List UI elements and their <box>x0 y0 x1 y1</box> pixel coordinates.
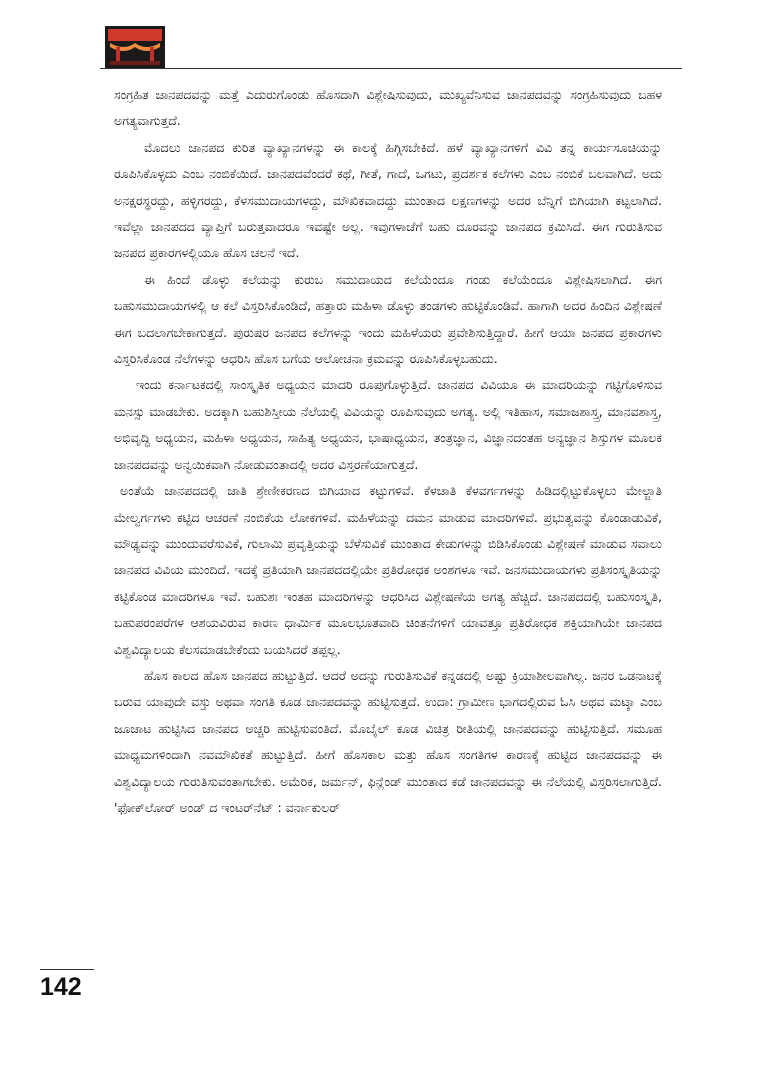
paragraph: ಸಂಗ್ರಹಿತ ಜಾನಪದವನ್ನು ಮತ್ತೆ ಎದುರುಗೊಂಡು ಹೊಸದಾಗಿ ವಿಶ್ಲೇಷಿಸುವುದು, ಮುಖ್ಯವೆನಿಸುವ ಜಾನಪದವನ್ನು ಸಂಗ್ರಹಿಸುವುದು ಬಹಳ ಅಗತ್ಯವಾಗುತ್ತದೆ. <box>114 87 662 129</box>
paragraph: ಹೊಸ ಕಾಲದ ಹೊಸ ಜಾನಪದ ಹುಟ್ಟುತ್ತಿದೆ. ಆದರೆ ಅದನ್ನು ಗುರುತಿಸುವಿಕೆ ಕನ್ನಡದಲ್ಲಿ ಅಷ್ಟು ಕ್ರಿಯಾಶೀಲವಾಗಿಲ್ಲ. ಜನರ ಒಡನಾಟಕ್ಕೆ ಬರುವ ಯಾವುದೇ ವಸ್ತು ಅಥವಾ ಸಂಗತಿ ಕೂಡ ಜಾನಪದವನ್ನು ಹುಟ್ಟಿಸುತ್ತದೆ. ಉದಾ: ಗ್ರಾಮೀಣ ಭಾಗದಲ್ಲಿರುವ ಓಸಿ ಅಥವ ಮಟ್ಕಾ ಎಂಬ ಜೂಜಾಟ ಹುಟ್ಟಿಸಿದ ಜಾನಪದ ಅಚ್ಚರಿ ಹುಟ್ಟಿಸುವಂತಿದೆ. ಮೊಬೈಲ್ ಕೂಡ ವಿಚಿತ್ರ ರೀತಿಯಲ್ಲಿ ಜಾನಪದವನ್ನು ಹುಟ್ಟಿಸುತ್ತಿದೆ. ಸಮೂಹ ಮಾಧ್ಯಮಗಳಿಂದಾಗಿ ನವಮೌಖಿಕತೆ ಹುಟ್ಟುತ್ತಿದೆ. ಹೀಗೆ ಹೊಸಕಾಲ ಮತ್ತು ಹೊಸ ಸಂಗತಿಗಳ ಕಾರಣಕ್ಕೆ ಹುಟ್ಟಿದ ಜಾನಪದವನ್ನು ಈ ವಿಶ್ವವಿದ್ಯಾಲಯ ಗುರುತಿಸುವಂತಾಗಬೇಕು. ಅಮೆರಿಕ, ಜರ್ಮನ್, ಫಿನ್ಲೆಂಡ್ ಮುಂತಾದ ಕಡೆ ಜಾನಪದವನ್ನು ಈ ನೆಲೆಯಲ್ಲಿ ವಿಸ್ತರಿಸಲಾಗುತ್ತಿದೆ. 'ಫೋಕ್‌ಲೋರ್ ಅಂಡ್ ದ ಇಂಟರ್‌ನೆಟ್ : ವರ್ನಾಕುಲರ್ <box>114 667 662 815</box>
header-rule <box>100 68 682 69</box>
paragraph: ಅಂತೆಯೆ ಜಾನಪದದಲ್ಲಿ ಜಾತಿ ಶ್ರೇಣೀಕರಣದ ಬಿಗಿಯಾದ ಕಟ್ಟುಗಳಿವೆ. ಕೆಳಜಾತಿ ಕೆಳವರ್ಗಗಳನ್ನು ಹಿಡಿದಲ್ಲಿಟ್ಟುಕೊಳ್ಳಲು ಮೇಲ್ಜಾತಿ ಮೇಲ್ವರ್ಗಗಳು ಕಟ್ಟಿದ ಆಚರಣೆ ನಂಬಿಕೆಯ ಲೋಕಗಳಿವೆ. ಮಹಿಳೆಯನ್ನು ದಮನ ಮಾಡುವ ಮಾದರಿಗಳಿವೆ. ಪ್ರಭುತ್ವವನ್ನು ಕೊಂಡಾಡುವಿಕೆ, ಮೌಢ್ಯವನ್ನು ಮುಂದುವರೆಸುವಿಕೆ, ಗುಲಾಮಿ ಪ್ರವೃತ್ತಿಯನ್ನು ಬೆಳೆಸುವಿಕೆ ಮುಂತಾದ ಕೇಡುಗಳನ್ನು ಬಿಡಿಸಿಕೊಂಡು ವಿಶ್ಲೇಷಣೆ ಮಾಡುವ ಸವಾಲು ಜಾನಪದ ವಿವಿಯ ಮುಂದಿದೆ. ಇದಕ್ಕೆ ಪ್ರತಿಯಾಗಿ ಜಾನಪದದಲ್ಲಿಯೇ ಪ್ರತಿರೋಧಕ ಅಂಶಗಳೂ ಇವೆ. ಜನಸಮುದಾಯಗಳು ಪ್ರತಿಸಂಸ್ಕೃತಿಯನ್ನು ಕಟ್ಟಿಕೊಂಡ ಮಾದರಿಗಳೂ ಇವೆ. ಬಹುಶಃ ಇಂತಹ ಮಾದರಿಗಳನ್ನು ಆಧರಿಸಿದ ವಿಶ್ಲೇಷಣೆಯ ಅಗತ್ಯ ಹೆಚ್ಚಿದೆ. ಜಾನಪದದಲ್ಲಿ ಬಹುಸಂಸ್ಕೃತಿ, ಬಹುಪರಂಪರೆಗಳ ಆಶಯವಿರುವ ಕಾರಣ ಧಾರ್ಮಿಕ ಮೂಲಭೂತವಾದಿ ಚಿಂತನೆಗಳಿಗೆ ಯಾವತ್ತೂ ಪ್ರತಿರೋಧಕ ಶಕ್ತಿಯಾಗಿಯೇ ಜಾನಪದ ವಿಶ್ವವಿದ್ಯಾಲಯ ಕೆಲಸಮಾಡಬೇಕೆಂದು ಬಯಸಿದರೆ ತಪ್ಪಲ್ಲ. <box>114 483 662 657</box>
article-body <box>114 82 662 821</box>
page-number: 142 <box>40 973 82 1001</box>
paragraph: ಇಂದು ಕರ್ನಾಟಕದಲ್ಲಿ ಸಾಂಸ್ಕೃತಿಕ ಅಧ್ಯಯನ ಮಾದರಿ ರೂಪುಗೊಳ್ಳುತ್ತಿದೆ. ಜಾನಪದ ವಿವಿಯೂ ಈ ಮಾದರಿಯನ್ನು ಗಟ್ಟಿಗೊಳಿಸುವ ಮನಸ್ಸು ಮಾಡಬೇಕು. ಅದಕ್ಕಾಗಿ ಬಹುಶಿಸ್ತೀಯ ನೆಲೆಯಲ್ಲಿ ವಿವಿಯನ್ನು ರೂಪಿಸುವುದು ಅಗತ್ಯ. ಅಲ್ಲಿ ಇತಿಹಾಸ, ಸಮಾಜಶಾಸ್ತ್ರ, ಮಾನವಶಾಸ್ತ್ರ, ಅಭಿವೃದ್ಧಿ ಅಧ್ಯಯನ, ಮಹಿಳಾ ಅಧ್ಯಯನ, ಸಾಹಿತ್ಯ ಅಧ್ಯಯನ, ಭಾಷಾಧ್ಯಯನ, ತಂತ್ರಜ್ಞಾನ, ವಿಜ್ಞಾನದಂತಹ ಅನ್ಯಜ್ಞಾನ ಶಿಸ್ತುಗಳ ಮೂಲಕ ಜಾನಪದವನ್ನು ಅನ್ವಯಿಕವಾಗಿ ನೋಡುವಂತಾದಲ್ಲಿ ಅದರ ವಿಸ್ತರಣೆಯಾಗುತ್ತದೆ. <box>114 377 662 472</box>
paragraph: ಈ ಹಿಂದೆ ಡೊಳ್ಳು ಕಲೆಯನ್ನು ಕುರುಬ ಸಮುದಾಯದ ಕಲೆಯೆಂದೂ ಗಂಡು ಕಲೆಯೆಂದೂ ವಿಶ್ಲೇಷಿಸಲಾಗಿದೆ. ಈಗ ಬಹುಸಮುದಾಯಗಳಲ್ಲಿ ಆ ಕಲೆ ವಿಸ್ತರಿಸಿಕೊಂಡಿದೆ, ಹತ್ತಾರು ಮಹಿಳಾ ಡೊಳ್ಳು ತಂಡಗಳು ಹುಟ್ಟಿಕೊಂಡಿವೆ. ಹಾಗಾಗಿ ಅದರ ಹಿಂದಿನ ವಿಶ್ಲೇಷಣೆ ಈಗ ಬದಲಾಗಬೇಕಾಗುತ್ತದೆ. ಪುರುಷರ ಜನಪದ ಕಲೆಗಳನ್ನು ಇಂದು ಮಹಿಳೆಯರು ಪ್ರವೇಶಿಸುತ್ತಿದ್ದಾರೆ. ಹೀಗೆ ಆಯಾ ಜನಪದ ಪ್ರಕಾರಗಳು ವಿಸ್ತರಿಸಿಕೊಂಡ ನೆಲೆಗಳನ್ನು ಆಧರಿಸಿ ಹೊಸ ಬಗೆಯ ಆಲೋಚನಾ ಕ್ರಮವನ್ನು ರೂಪಿಸಿಕೊಳ್ಳಬಹುದು. <box>114 271 662 367</box>
footer-rule <box>40 969 94 970</box>
paragraph: ಮೊದಲು ಜಾನಪದ ಕುರಿತ ವ್ಯಾಖ್ಯಾನಗಳನ್ನು ಈ ಕಾಲಕ್ಕೆ ಹಿಗ್ಗಿಸಬೇಕಿದೆ. ಹಳೆ ವ್ಯಾಖ್ಯಾನಗಳಿಗೆ ವಿವಿ ತನ್ನ ಕಾರ್ಯಸೂಚಿಯನ್ನು ರೂಪಿಸಿಕೊಳ್ಳದು ಎಂಬ ನಂಬಿಕೆಯಿದೆ. ಜಾನಪದವೆಂದರೆ ಕಥೆ, ಗೀತೆ, ಗಾದೆ, ಒಗಟು, ಪ್ರದರ್ಶಕ ಕಲೆಗಳು ಎಂಬ ನಂಬಿಕೆ ಬಲವಾಗಿದೆ. ಅದು ಅನಕ್ಷರಸ್ಥರದ್ದು, ಹಳ್ಳಿಗರದ್ದು, ಕೆಳಸಮುದಾಯಗಳದ್ದು, ಮೌಖಿಕವಾದದ್ದು ಮುಂತಾದ ಲಕ್ಷಣಗಳನ್ನು ಅದರ ಬೆನ್ನಿಗೆ ಬಿಗಿಯಾಗಿ ಕಟ್ಟಲಾಗಿದೆ. ಇವೆಲ್ಲಾ ಜಾನಪದದ ವ್ಯಾಪ್ತಿಗೆ ಬರುತ್ತವಾದರೂ ಇವಷ್ಟೇ ಅಲ್ಲ. ಇವುಗಳಾಚೆಗೆ ಬಹು ದೂರವನ್ನು ಜಾನಪದ ಕ್ರಮಿಸಿದೆ. ಈಗ ಗುರುತಿಸುವ ಜನಪದ ಪ್ರಕಾರಗಳಲ್ಲಿಯೂ ಹೊಸ ಚಲನೆ ಇದೆ. <box>114 139 662 261</box>
header-logo-icon <box>104 25 166 69</box>
